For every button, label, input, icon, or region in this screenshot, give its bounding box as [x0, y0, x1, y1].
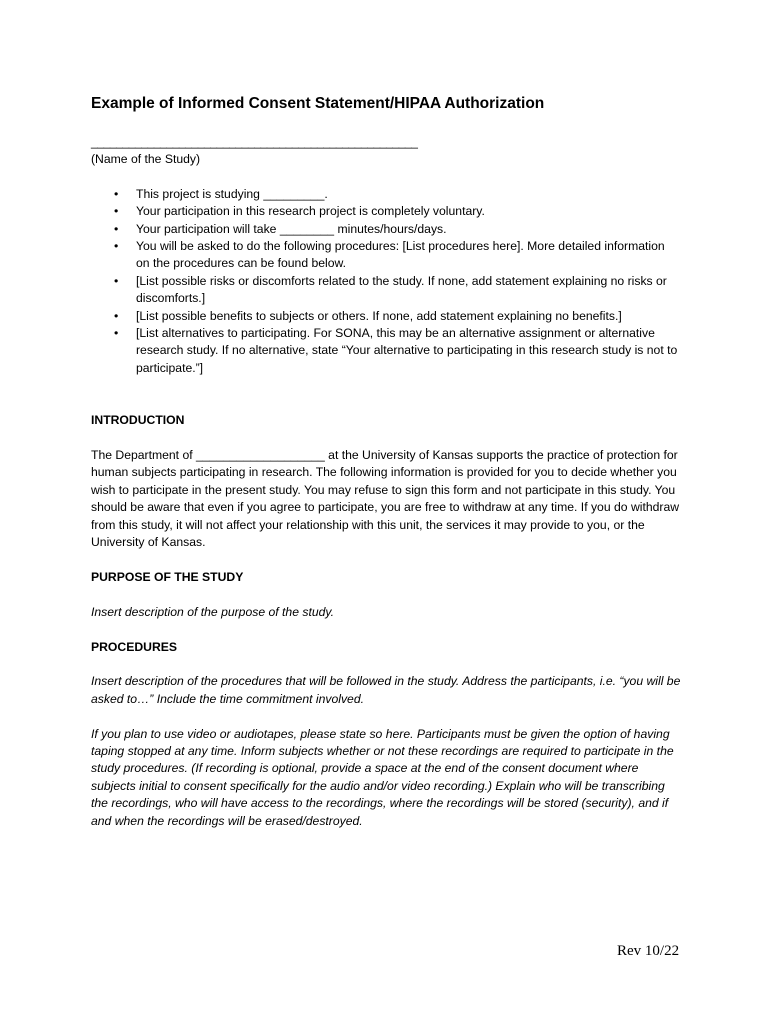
bullet-text: Your participation will take ________ minutes/hours/days.	[136, 221, 447, 236]
revision-footer: Rev 10/22	[617, 943, 680, 959]
bullet-text: Your participation in this research project is completely voluntary.	[136, 204, 485, 219]
study-name-caption: (Name of the Study)	[91, 152, 201, 167]
bullet-item	[91, 308, 681, 325]
introduction-heading: INTRODUCTION	[91, 413, 185, 428]
bullet-item	[91, 238, 681, 273]
bullet-text: [List alternatives to participating. For SONA, this may be an alternative assignment or alternative research study. If no alternative, state “Your alternative to participating in this research study is not to participate.”]	[136, 326, 678, 375]
bullet-text: This project is studying _________.	[136, 186, 328, 201]
bullet-dot: •	[114, 186, 119, 201]
procedures-text-2: If you plan to use video or audiotapes, please state so here. Participants must be given the option of having taping stopped at any time. Inform subjects whether or not these recordings are required to participate in the study procedures. (If recording is optional, provide a space at the end of the consent document where subjects initial to consent specifically for the audio and/or video recording.) Explain who will be transcribing the recordings, who will have access to the recordings, where the recordings will be stored (security), and if and when the recordings will be erased/destroyed.	[91, 726, 674, 828]
bullet-item	[91, 203, 681, 220]
bullet-dot: •	[114, 239, 119, 254]
bullet-item	[91, 186, 681, 203]
introduction-text: The Department of ___________________ at the University of Kansas supports the practice of protection for human subjects participating in research. The following information is provided for you to decide whether you wish to participate in the present study. You may refuse to sign this form and not participate in this study. You should be aware that even if you agree to participate, you are free to withdraw at any time. If you do withdraw from this study, it will not affect your relationship with this unit, the services it may provide to you, or the University of Kansas.	[91, 448, 680, 550]
bullet-dot: •	[114, 308, 119, 323]
purpose-heading: PURPOSE OF THE STUDY	[91, 569, 244, 584]
document-title: Example of Informed Consent Statement/HIPAA Authorization	[91, 95, 545, 112]
summary-bullet-list	[91, 186, 681, 377]
bullet-item	[91, 221, 681, 238]
bullet-text: [List possible benefits to subjects or others. If none, add statement explaining no benefits.]	[136, 308, 622, 323]
bullet-text: You will be asked to do the following procedures: [List procedures here]. More detailed information on the procedures can be found below.	[136, 239, 665, 271]
bullet-dot: •	[114, 273, 119, 288]
bullet-item	[91, 273, 681, 308]
bullet-item	[91, 325, 681, 377]
procedures-text-1: Insert description of the procedures that will be followed in the study. Address the participants, i.e. “you will be asked to…” Include the time commitment involved.	[91, 674, 681, 706]
bullet-dot: •	[114, 221, 119, 236]
document-body	[91, 94, 681, 847]
bullet-text: [List possible risks or discomforts related to the study. If none, add statement explaining no risks or discomforts.]	[136, 273, 667, 306]
bullet-dot: •	[114, 326, 119, 341]
study-name-blank: ____________________________________________________	[91, 135, 418, 149]
bullet-dot: •	[114, 204, 119, 219]
purpose-text: Insert description of the purpose of the study.	[91, 604, 334, 619]
procedures-heading: PROCEDURES	[91, 639, 178, 654]
